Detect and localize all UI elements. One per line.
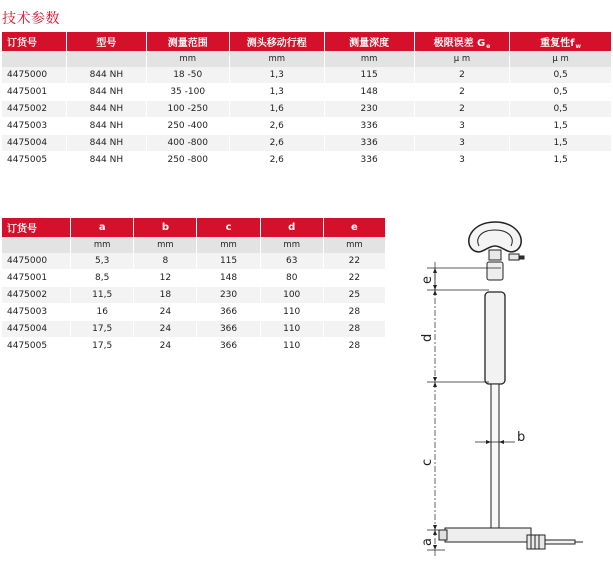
table-cell: 17,5: [71, 321, 134, 338]
table-row: [2, 321, 385, 338]
unit-cell: mm: [134, 237, 197, 253]
table-cell: 100 -250: [146, 101, 229, 118]
header-text: 测量范围: [167, 38, 208, 49]
table-cell: 148: [324, 84, 414, 101]
table-row: [2, 84, 611, 101]
table-row: [2, 287, 385, 304]
table-header-row: [2, 32, 611, 51]
table-cell: 4475005: [2, 152, 67, 169]
dim-label-c: c: [420, 458, 435, 466]
stem: [491, 384, 499, 534]
header-text: 测量深度: [349, 38, 390, 49]
table-cell: 2,6: [229, 118, 324, 135]
table-cell: 4475003: [2, 304, 71, 321]
table-cell: 2: [414, 101, 510, 118]
header-text: 重复性f: [540, 37, 575, 49]
table-row: [2, 152, 611, 169]
table-cell: 18 -50: [146, 67, 229, 84]
table-cell: 4475000: [2, 253, 71, 270]
table-cell: 4475002: [2, 101, 67, 118]
table-cell: 2,6: [229, 152, 324, 169]
dim-label-a: a: [420, 538, 435, 546]
unit-cell: mm: [324, 51, 414, 67]
unit-cell: mm: [71, 237, 134, 253]
table-cell: 0,5: [510, 101, 611, 118]
table-row: [2, 338, 385, 355]
neck: [489, 250, 501, 260]
table-header-cell: [323, 218, 385, 237]
table-cell: 400 -800: [146, 135, 229, 152]
unit-cell: mm: [229, 51, 324, 67]
table-cell: 24: [134, 338, 197, 355]
table-cell: 16: [71, 304, 134, 321]
table-cell: 366: [197, 321, 260, 338]
table-cell: 4475004: [2, 321, 71, 338]
header-text: 订货号: [7, 38, 37, 49]
table-cell: 115: [324, 67, 414, 84]
table-cell: 336: [324, 135, 414, 152]
dim-label-d: d: [420, 333, 435, 342]
table-row: [2, 101, 611, 118]
table-cell: 230: [197, 287, 260, 304]
dial-ring: [469, 222, 521, 252]
table-cell: 1,5: [510, 152, 611, 169]
table-cell: 8,5: [71, 270, 134, 287]
head-left-tip: [439, 530, 447, 540]
table-row: [2, 270, 385, 287]
table-cell: 2: [414, 84, 510, 101]
table-row: [2, 118, 611, 135]
header-text: d: [288, 222, 296, 233]
table-cell: 28: [323, 338, 385, 355]
header-text: 型号: [96, 38, 117, 49]
table-cell: 110: [260, 304, 323, 321]
page-heading: 技术参数: [2, 11, 60, 27]
header-text: e: [350, 222, 358, 233]
unit-cell: mm: [323, 237, 385, 253]
table-cell: 844 NH: [67, 84, 146, 101]
handle-grip: [485, 292, 505, 384]
table-header-cell: [324, 32, 414, 51]
unit-cell: [2, 51, 67, 67]
table-cell: 24: [134, 304, 197, 321]
table-cell: 4475001: [2, 270, 71, 287]
unit-cell: mm: [260, 237, 323, 253]
header-text: a: [98, 222, 106, 233]
table-header-cell: [260, 218, 323, 237]
table-cell: 844 NH: [67, 152, 146, 169]
header-text: 极限误差 G: [433, 37, 486, 49]
table-header-cell: [197, 218, 260, 237]
table-cell: 844 NH: [67, 118, 146, 135]
header-subscript: e: [486, 42, 491, 50]
table-cell: 1,5: [510, 118, 611, 135]
table-cell: 336: [324, 152, 414, 169]
clamp-screw: [519, 256, 524, 259]
header-subscript: w: [575, 42, 582, 50]
head-nut: [527, 535, 545, 549]
table-cell: 3: [414, 152, 510, 169]
table-header-cell: [510, 32, 611, 51]
table-cell: 844 NH: [67, 101, 146, 118]
measuring-probe: [545, 540, 575, 544]
table-header-cell: [229, 32, 324, 51]
table-row: [2, 135, 611, 152]
unit-cell: µ m: [510, 51, 611, 67]
spec-table-main: [2, 32, 611, 169]
table-cell: 4475002: [2, 287, 71, 304]
table-cell: 0,5: [510, 84, 611, 101]
lower-head: [445, 528, 531, 542]
table-header-cell: [2, 218, 71, 237]
table-header-cell: [134, 218, 197, 237]
table-cell: 110: [260, 338, 323, 355]
table-row: [2, 304, 385, 321]
unit-cell: mm: [146, 51, 229, 67]
table-cell: 1,6: [229, 101, 324, 118]
table-cell: 148: [197, 270, 260, 287]
header-text: 订货号: [7, 224, 37, 235]
table-cell: 844 NH: [67, 67, 146, 84]
table-cell: 230: [324, 101, 414, 118]
clamp-knob: [509, 254, 519, 260]
unit-cell: µ m: [414, 51, 510, 67]
bore-gauge-diagram: [405, 210, 605, 572]
table-cell: 1,3: [229, 67, 324, 84]
table-cell: 24: [134, 321, 197, 338]
table-cell: 18: [134, 287, 197, 304]
table-cell: 4475003: [2, 118, 67, 135]
unit-cell: [67, 51, 146, 67]
table-cell: 336: [324, 118, 414, 135]
table-header-cell: [71, 218, 134, 237]
table-cell: 100: [260, 287, 323, 304]
header-text: c: [225, 222, 232, 233]
table-cell: 4475005: [2, 338, 71, 355]
table-row: [2, 67, 611, 84]
spec-table-dimensions: [2, 218, 385, 355]
unit-cell: mm: [197, 237, 260, 253]
dim-label-b: b: [517, 430, 526, 445]
table-cell: 366: [197, 338, 260, 355]
unit-cell: [2, 237, 71, 253]
table-cell: 4475000: [2, 67, 67, 84]
table-cell: 25: [323, 287, 385, 304]
table-cell: 22: [323, 270, 385, 287]
table-cell: 17,5: [71, 338, 134, 355]
header-text: 测头移动行程: [246, 38, 307, 49]
table-header-cell: [2, 32, 67, 51]
table-cell: 63: [260, 253, 323, 270]
table-cell: 115: [197, 253, 260, 270]
table-row: [2, 253, 385, 270]
table-header-row: [2, 218, 385, 237]
table-header-cell: [67, 32, 146, 51]
header-text: b: [161, 222, 169, 233]
table-cell: 5,3: [71, 253, 134, 270]
table-cell: 2,6: [229, 135, 324, 152]
table-cell: 4475001: [2, 84, 67, 101]
table-unit-row: [2, 237, 385, 253]
table-cell: 1,5: [510, 135, 611, 152]
table-cell: 80: [260, 270, 323, 287]
table-cell: 4475004: [2, 135, 67, 152]
table-cell: 3: [414, 135, 510, 152]
table-cell: 12: [134, 270, 197, 287]
table-cell: 35 -100: [146, 84, 229, 101]
table-cell: 110: [260, 321, 323, 338]
upper-collar: [487, 262, 503, 280]
table-cell: 250 -800: [146, 152, 229, 169]
table-cell: 3: [414, 118, 510, 135]
table-cell: 250 -400: [146, 118, 229, 135]
table-cell: 28: [323, 304, 385, 321]
table-cell: 28: [323, 321, 385, 338]
table-cell: 366: [197, 304, 260, 321]
table-cell: 11,5: [71, 287, 134, 304]
table-cell: 2: [414, 67, 510, 84]
table-cell: 8: [134, 253, 197, 270]
table-cell: 844 NH: [67, 135, 146, 152]
table-cell: 1,3: [229, 84, 324, 101]
dim-label-e: e: [420, 276, 435, 284]
table-cell: 0,5: [510, 67, 611, 84]
table-cell: 22: [323, 253, 385, 270]
table-unit-row: [2, 51, 611, 67]
table-header-cell: [414, 32, 510, 51]
table-header-cell: [146, 32, 229, 51]
